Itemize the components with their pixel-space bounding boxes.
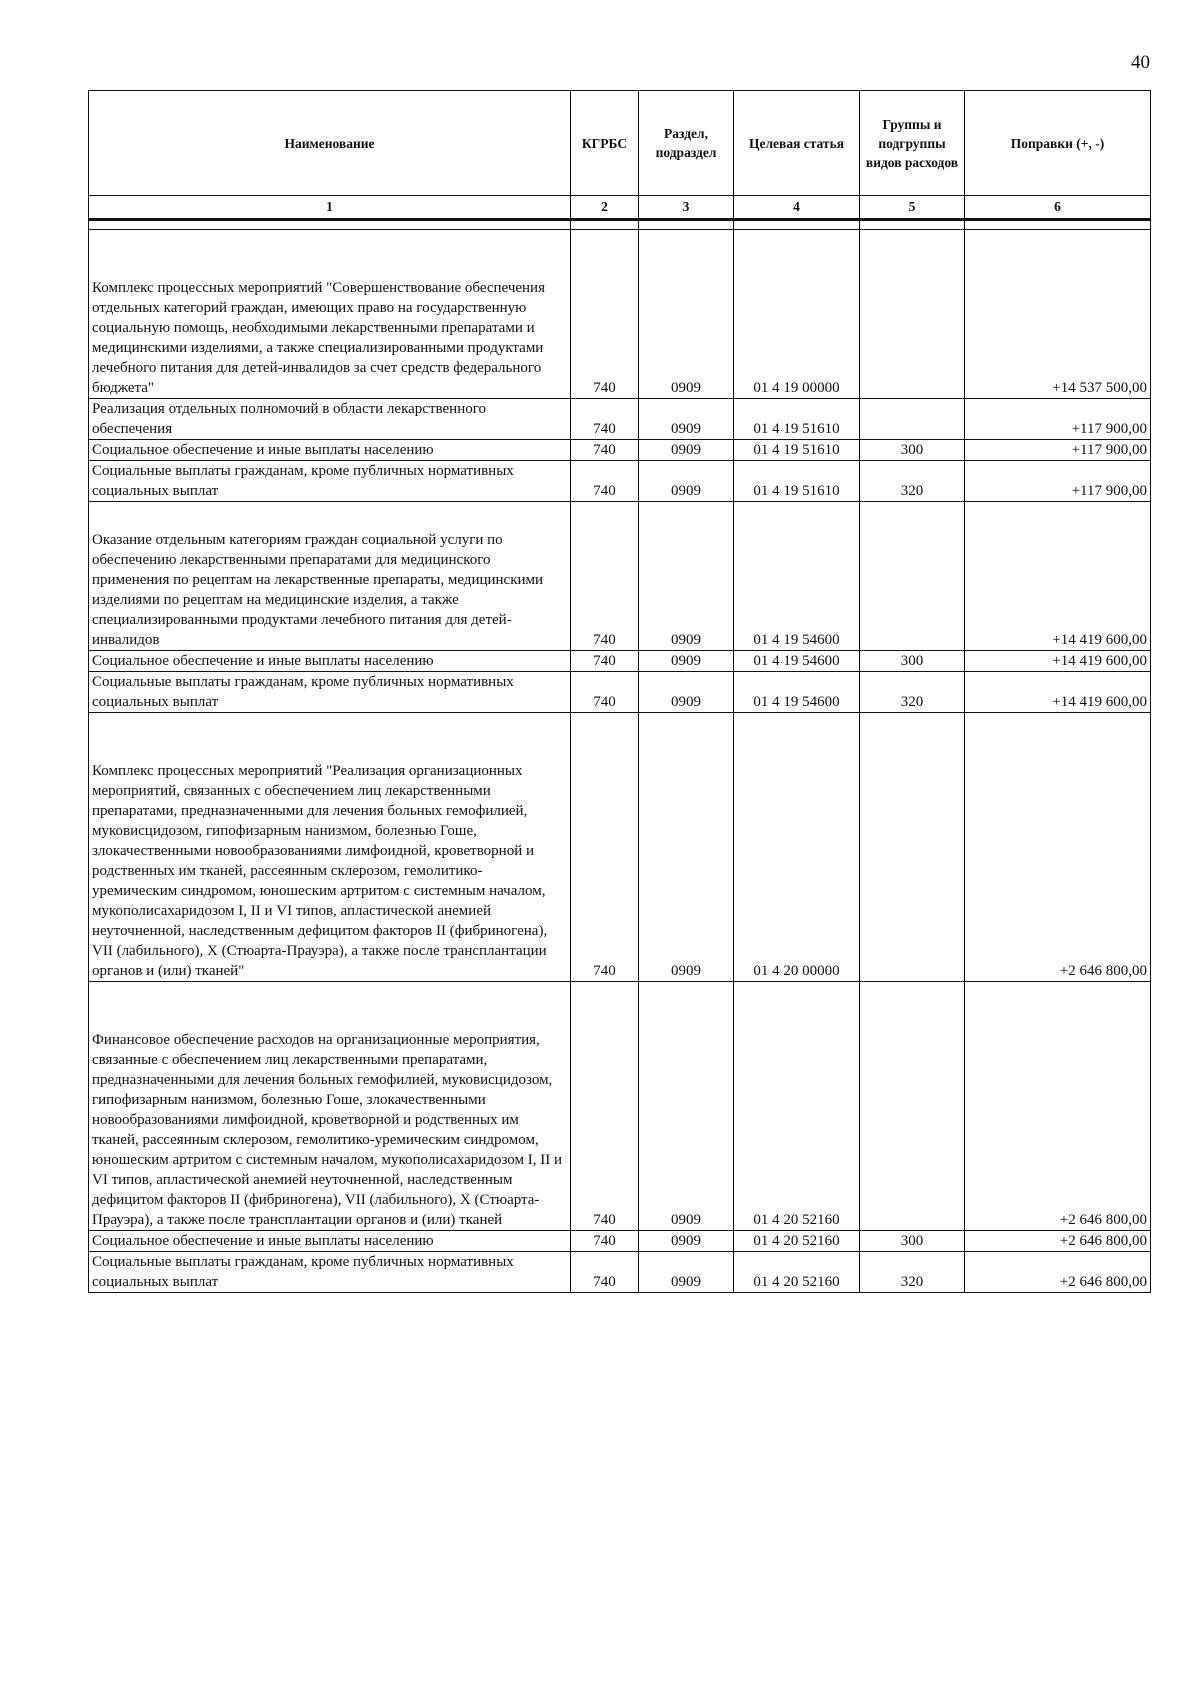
table-row [89,651,1151,672]
row-section: 0909 [639,461,734,502]
column-number: 5 [860,196,965,220]
row-target: 01 4 19 54600 [734,502,860,651]
row-name: Социальные выплаты гражданам, кроме публичных нормативных социальных выплат [89,672,571,713]
row-kgrbs: 740 [571,713,639,982]
row-amount: +117 900,00 [965,440,1151,461]
row-group [860,982,965,1231]
row-group: 300 [860,440,965,461]
row-target: 01 4 20 52160 [734,1231,860,1252]
table-row [89,230,1151,399]
table-row [89,502,1151,651]
row-section: 0909 [639,713,734,982]
page-number: 40 [1131,52,1150,73]
row-name: Оказание отдельным категориям граждан социальной услуги по обеспечению лекарственными препаратами для медицинского применения по рецептам на лекарственные препараты, медицинскими изделиями по рецептам на медицинские изделия, а также специализированными продуктами лечебного питания для детей-инвалидов [89,502,571,651]
row-amount: +2 646 800,00 [965,1231,1151,1252]
row-amount: +117 900,00 [965,461,1151,502]
header-name: Наименование [89,91,571,196]
row-amount: +14 419 600,00 [965,502,1151,651]
row-target: 01 4 19 54600 [734,651,860,672]
row-section: 0909 [639,502,734,651]
row-amount: +2 646 800,00 [965,713,1151,982]
column-number-row [89,196,1151,220]
row-group [860,713,965,982]
column-number: 2 [571,196,639,220]
row-name: Комплекс процессных мероприятий "Реализация организационных мероприятий, связанных с обеспечением лиц лекарственными препаратами, предназначенными для лечения больных гемофилией, муковисцидозом, гипофизарным нанизмом, болезнью Гоше, злокачественными новообразованиями лимфоидной, кроветворной и родственных им тканей, рассеянным склерозом, гемолитико-уремическим синдромом, юношеским артритом с системным началом, мукополисахаридозом I, II и VI типов, апластической анемией неуточненной, наследственным дефицитом факторов II (фибриногена), VII (лабильного), X (Стюарта-Прауэра), а также после трансплантации органов и (или) тканей" [89,713,571,982]
row-section: 0909 [639,672,734,713]
row-section: 0909 [639,440,734,461]
row-group: 320 [860,672,965,713]
row-kgrbs: 740 [571,502,639,651]
row-group: 320 [860,461,965,502]
row-kgrbs: 740 [571,982,639,1231]
row-name: Социальное обеспечение и иные выплаты населению [89,440,571,461]
row-amount: +2 646 800,00 [965,1252,1151,1293]
row-target: 01 4 20 52160 [734,982,860,1231]
header-amendments: Поправки (+, -) [965,91,1151,196]
row-amount: +117 900,00 [965,399,1151,440]
column-number: 3 [639,196,734,220]
row-name: Комплекс процессных мероприятий "Совершенствование обеспечения отдельных категорий граждан, имеющих право на государственную социальную помощь, необходимыми лекарственными препаратами и медицинскими изделиями, а также специализированными продуктами лечебного питания для детей-инвалидов за счет средств федерального бюджета" [89,230,571,399]
row-group [860,399,965,440]
row-target: 01 4 20 00000 [734,713,860,982]
row-name: Социальное обеспечение и иные выплаты населению [89,1231,571,1252]
row-group [860,502,965,651]
row-name: Финансовое обеспечение расходов на организационные мероприятия, связанные с обеспечением лиц лекарственными препаратами, предназначенными для лечения больных гемофилией, муковисцидозом, гипофизарным нанизмом, болезнью Гоше, злокачественными новообразованиями лимфоидной, кроветворной и родственных им тканей, рассеянным склерозом, гемолитико-уремическим синдромом, юношеским артритом с системным началом, мукополисахаридозом I, II и VI типов, апластической анемией неуточненной, наследственным дефицитом факторов II (фибриногена), VII (лабильного), X (Стюарта-Прауэра), а также после трансплантации органов и (или) тканей [89,982,571,1231]
column-number: 6 [965,196,1151,220]
row-section: 0909 [639,230,734,399]
row-kgrbs: 740 [571,651,639,672]
header-groups: Группы и подгруппы видов расходов [860,91,965,196]
budget-amendments-table [88,90,1151,1293]
row-group: 300 [860,1231,965,1252]
row-kgrbs: 740 [571,672,639,713]
row-target: 01 4 19 51610 [734,399,860,440]
row-amount: +14 419 600,00 [965,651,1151,672]
table-row [89,399,1151,440]
row-section: 0909 [639,399,734,440]
row-section: 0909 [639,1252,734,1293]
row-group: 300 [860,651,965,672]
column-number: 1 [89,196,571,220]
row-name: Реализация отдельных полномочий в области лекарственного обеспечения [89,399,571,440]
table-header-row [89,91,1151,196]
row-section: 0909 [639,1231,734,1252]
row-kgrbs: 740 [571,1252,639,1293]
row-group [860,230,965,399]
table-row [89,713,1151,982]
spacer-row [89,220,1151,230]
row-kgrbs: 740 [571,230,639,399]
row-kgrbs: 740 [571,1231,639,1252]
table-row [89,461,1151,502]
row-section: 0909 [639,651,734,672]
row-group: 320 [860,1252,965,1293]
row-name: Социальные выплаты гражданам, кроме публичных нормативных социальных выплат [89,1252,571,1293]
header-section: Раздел, подраздел [639,91,734,196]
row-amount: +14 537 500,00 [965,230,1151,399]
row-target: 01 4 19 51610 [734,461,860,502]
row-kgrbs: 740 [571,461,639,502]
row-name: Социальные выплаты гражданам, кроме публичных нормативных социальных выплат [89,461,571,502]
row-target: 01 4 19 51610 [734,440,860,461]
table-row [89,982,1151,1231]
column-number: 4 [734,196,860,220]
row-amount: +14 419 600,00 [965,672,1151,713]
row-amount: +2 646 800,00 [965,982,1151,1231]
row-kgrbs: 740 [571,440,639,461]
row-name: Социальное обеспечение и иные выплаты населению [89,651,571,672]
table-row [89,672,1151,713]
header-kgrbs: КГРБС [571,91,639,196]
table-row [89,1231,1151,1252]
row-target: 01 4 20 52160 [734,1252,860,1293]
row-kgrbs: 740 [571,399,639,440]
header-target: Целевая статья [734,91,860,196]
row-section: 0909 [639,982,734,1231]
row-target: 01 4 19 54600 [734,672,860,713]
table-row [89,1252,1151,1293]
table-row [89,440,1151,461]
row-target: 01 4 19 00000 [734,230,860,399]
